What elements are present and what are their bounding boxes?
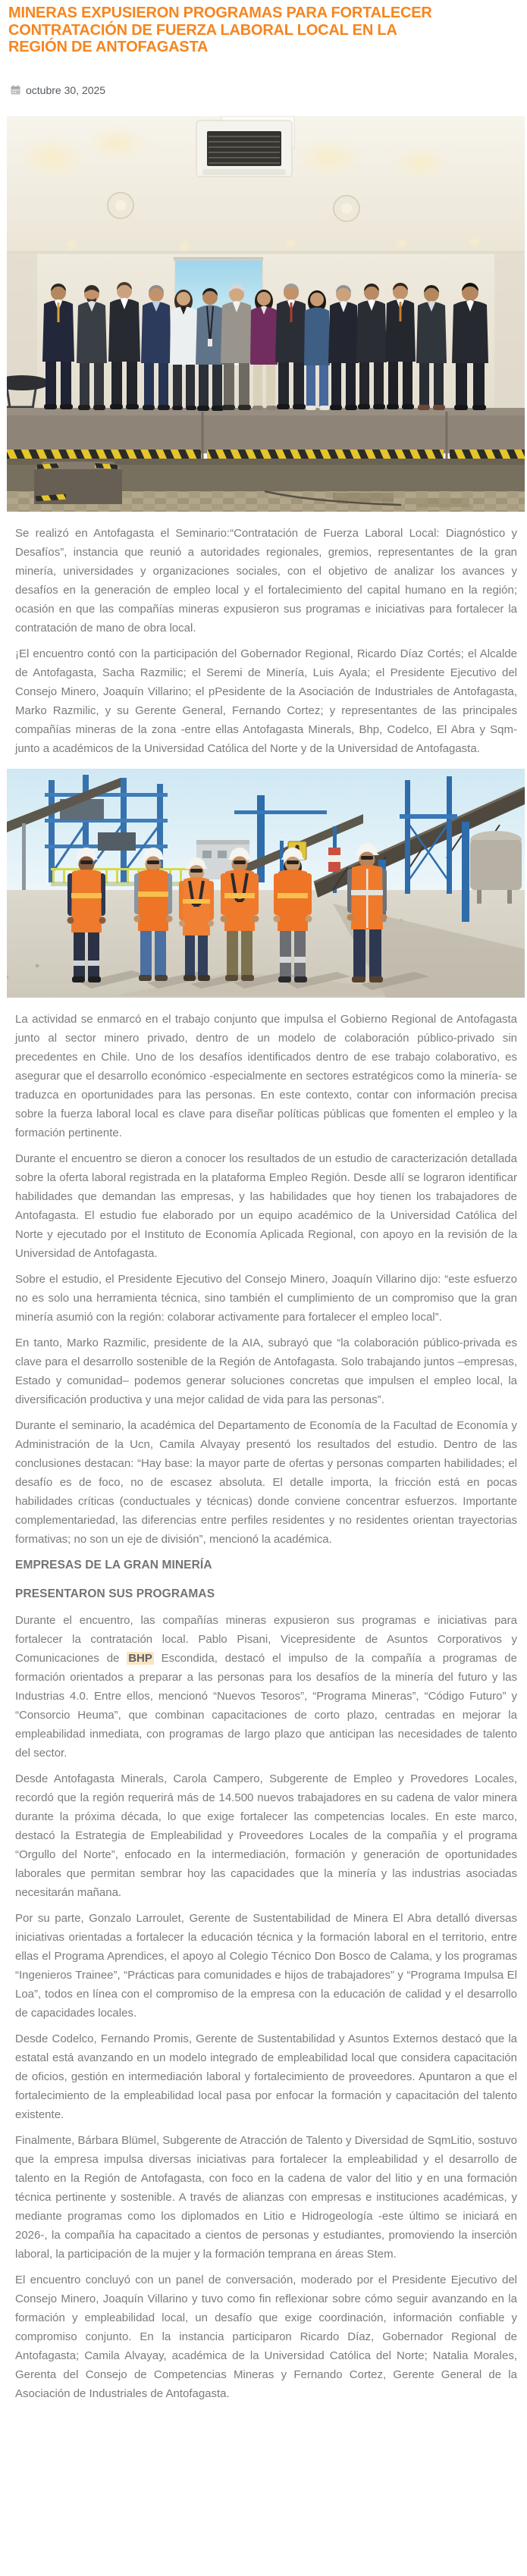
seminar-group-photo xyxy=(7,116,525,512)
article-paragraph-6: En tanto, Marko Razmilic, presidente de la AIA, subrayó que “la colaboración público-privada es clave para el desarrollo sostenible de la Región de Antofagasta. Solo trabajando juntos –empresas, Estado y comunidad– podemos generar soluciones concretas que impulsen el empleo local, la diversificación productiva y una mejor calidad de vida para las personas”. xyxy=(15,1336,517,1406)
article-paragraph-12: Finalmente, Bárbara Blümel, Subgerente de Atracción de Talento y Diversidad de SqmLitio, sostuvo que la empresa impulsa diversas iniciativas para fortalecer la empleabilidad y el desarrollo de talento en la Región de Antofagasta, con foco en la cadena de valor del litio y en una formación técnica pertinente y sostenible. A través de alianzas con empresas e instituciones académicas, y mediante programas como los diplomados en Litio e Hidrogeología -este último se iniciará en 2026-, la compañía ha capacitado a cientos de personas y estudiantes, promoviendo la inserción laboral, la participación de la mujer y la formación temprana en áreas Stem. xyxy=(15,2133,517,2261)
section-heading-presentaron: PRESENTARON SUS PROGRAMAS xyxy=(15,1587,215,1600)
article-paragraph-7: Durante el seminario, la académica del Departamento de Economía de la Facultad de Economía y Administración de la Ucn, Camila Alvayay presentó los resultados del estudio. Dentro de las conclusiones destacan: “Hay base: la mayor parte de ofertas y personas comparten habilidades; el desafío es de foco, no de escasez absoluta. El detalle importa, la fricción está en pocas habilidades críticas (conductuales y técnicas) donde conviene concentrar esfuerzos. Importante complementariedad, las diferencias entre perfiles residentes y no residentes orientan trayectorias formativas; no son un eje de división”, mencionó la académica. xyxy=(15,1418,517,1546)
article-paragraph-13: El encuentro concluyó con un panel de conversación, moderado por el Presidente Ejecutivo del Consejo Minero, Joaquín Villarino y tuvo como fin reflexionar sobre cómo seguir avanzando en la formación y empleabilidad local, un desafío que exige coordinación, información confiable y compromiso conjunto. En la instancia participaron Ricardo Díaz, Gobernador Regional de Antofagasta; Camila Alvayay, académica de la Universidad Católica del Norte; Natalia Morales, Gerenta del Consejo de Competencias Mineras y Fernando Cortez, Gerente General de la Asociación de Industriales de Antofagasta. xyxy=(15,2273,517,2400)
mine-site-workers-photo xyxy=(7,769,525,998)
article-paragraph-3: La actividad se enmarcó en el trabajo conjunto que impulsa el Gobierno Regional de Antofagasta junto al sector minero privado, dentro de un modelo de colaboración público-privado sin precedentes en Chile. Uno de los desafíos identificados dentro de ese trabajo colaborativo, es asegurar que el desarrollo económico -especialmente en sectores estratégicos como la minería- se traduzca en oportunidades para las personas. En este contexto, contar con información precisa sobre la fuerza laboral local es clave para diseñar políticas públicas que fomenten el empleo y la formación pertinente. xyxy=(15,1012,517,1139)
article-paragraph-8 xyxy=(15,1611,517,1763)
article-paragraph-9: Desde Antofagasta Minerals, Carola Campero, Subgerente de Empleo y Provedores Locales, recordó que la región requerirá más de 14.500 nuevos trabajadores en su cadena de valor minera durante la próxima década, lo que exige fortalecer las competencias locales. En este marco, destacó la Estrategia de Empleabilidad y Proveedores Locales de la compañía y el programa “Orgullo del Norte”, enfocado en la intermediación, formación y generación de oportunidades laborales que permitan sembrar hoy las capacidades que la minería y las industrias asociadas necesitarán mañana. xyxy=(15,1772,517,1899)
calendar-icon xyxy=(11,85,20,95)
article-paragraph-4: Durante el encuentro se dieron a conocer los resultados de un estudio de caracterización detallada sobre la oferta laboral registrada en la plataforma Empleo Región. Desde allí se lograron identificar habilidades que demandan las empresas, y las habilidades que hoy tienen los trabajadores de Antofagasta. El estudio fue elaborado por un equipo académico de la Universidad Católica del Norte y ejecutado por el Instituto de Economía Aplicada Regional, con apoyo en la revisión de la Universidad de Antofagasta. xyxy=(15,1152,517,1260)
article-paragraph-2: ¡El encuentro contó con la participación del Gobernador Regional, Ricardo Díaz Cortés; el Alcalde de Antofagasta, Sacha Razmilic; el Seremi de Minería, Luis Ayala; el Presidente Ejecutivo del Consejo Minero, Joaquín Villarino; el pPesidente de la Asociación de Industriales de Antofagasta, Marko Razmilic, y su Gerente General, Fernando Cortez; y representantes de las principales compañías mineras de la zona -entre ellas Antofagasta Minerals, Bhp, Codelco, El Abra y Sqm- junto a académicos de la Universidad Católica del Norte y de la Universidad de Antofagasta. xyxy=(15,647,517,755)
article-paragraph-5: Sobre el estudio, el Presidente Ejecutivo del Consejo Minero, Joaquín Villarino dijo: “este esfuerzo no es solo una herramienta técnica, sino también el cumplimiento de un compromiso que la gran minería asumió con la región: colaborar activamente para fortalecer el empleo local”. xyxy=(15,1272,517,1324)
article-paragraph-10: Por su parte, Gonzalo Larroulet, Gerente de Sustentabilidad de Minera El Abra detalló diversas iniciativas orientadas a fortalecer la educación técnica y la formación laboral en el territorio, entre ellas el Programa Aprendices, el apoyo al Colegio Técnico Don Bosco de Calama, y los programas “Ingenieros Trainee”, “Prácticas para comunidades e hijos de trabajadores” y “Programa Impulsa El Loa”, todos en línea con el compromiso de la empresa con la educación de calidad y el desarrollo de capacidades locales. xyxy=(15,1911,517,2020)
article-date: octubre 30, 2025 xyxy=(26,83,106,96)
article-paragraph-11: Desde Codelco, Fernando Promis, Gerente de Sustentabilidad y Asuntos Externos destacó que la estatal está avanzando en un modelo integrado de empleabilidad local que considera capacitación de oficios, gestión en intermediación laboral y fortalecimiento de proveedores. Apuntaron a que el fortalecimiento de la empleabilidad local pasa por enfocar la formación y capacitación del talento existente. xyxy=(15,2032,517,2121)
section-heading-empresas: EMPRESAS DE LA GRAN MINERÍA xyxy=(15,1558,212,1572)
bhp-highlight: BHP xyxy=(128,1651,152,1665)
article-date-row xyxy=(11,84,517,96)
page-title: MINERAS EXPUSIERON PROGRAMAS PARA FORTALECER CONTRATACIÓN DE FUERZA LABORAL LOCAL EN LA REGIÓN DE ANTOFAGASTA xyxy=(8,5,432,55)
paragraph-8-text-after: Escondida, destacó el impulso de la compañía a programas de formación orientados a preparar a las personas para los desafíos de la minería del futuro y las Industrias 4.0. Entre ellos, mencionó “Nuevos Tesoros”, “Programa Mineras”, “Código Futuro” y “Consorcio Heuma”, que combinan capacitaciones de corto plazo, centradas en mejorar la empleabilidad inmediata, con programas de largo plazo que anticipan las necesidades de talento del sector. xyxy=(15,1651,517,1760)
article-paragraph-1: Se realizó en Antofagasta el Seminario:“Contratación de Fuerza Laboral Local: Diagnóstico y Desafíos”, instancia que reunió a autoridades regionales, gremios, representantes de la gran minería, universidades y organizaciones sociales, con el objetivo de analizar los avances y desafíos en la generación de empleo local y el fortalecimiento del capital humano en la región; ocasión en que las compañías mineras expusieron sus programas e iniciativas para fortalecer la contratación de mano de obra local. xyxy=(15,526,517,635)
paragraph-8-text-before: Durante el encuentro, las compañías mineras expusieron sus programas e iniciativas para fortalecer la contratación local. Pablo Pisani, Vicepresidente de Asuntos Corporativos y Comunicaciones de xyxy=(15,1613,517,1665)
